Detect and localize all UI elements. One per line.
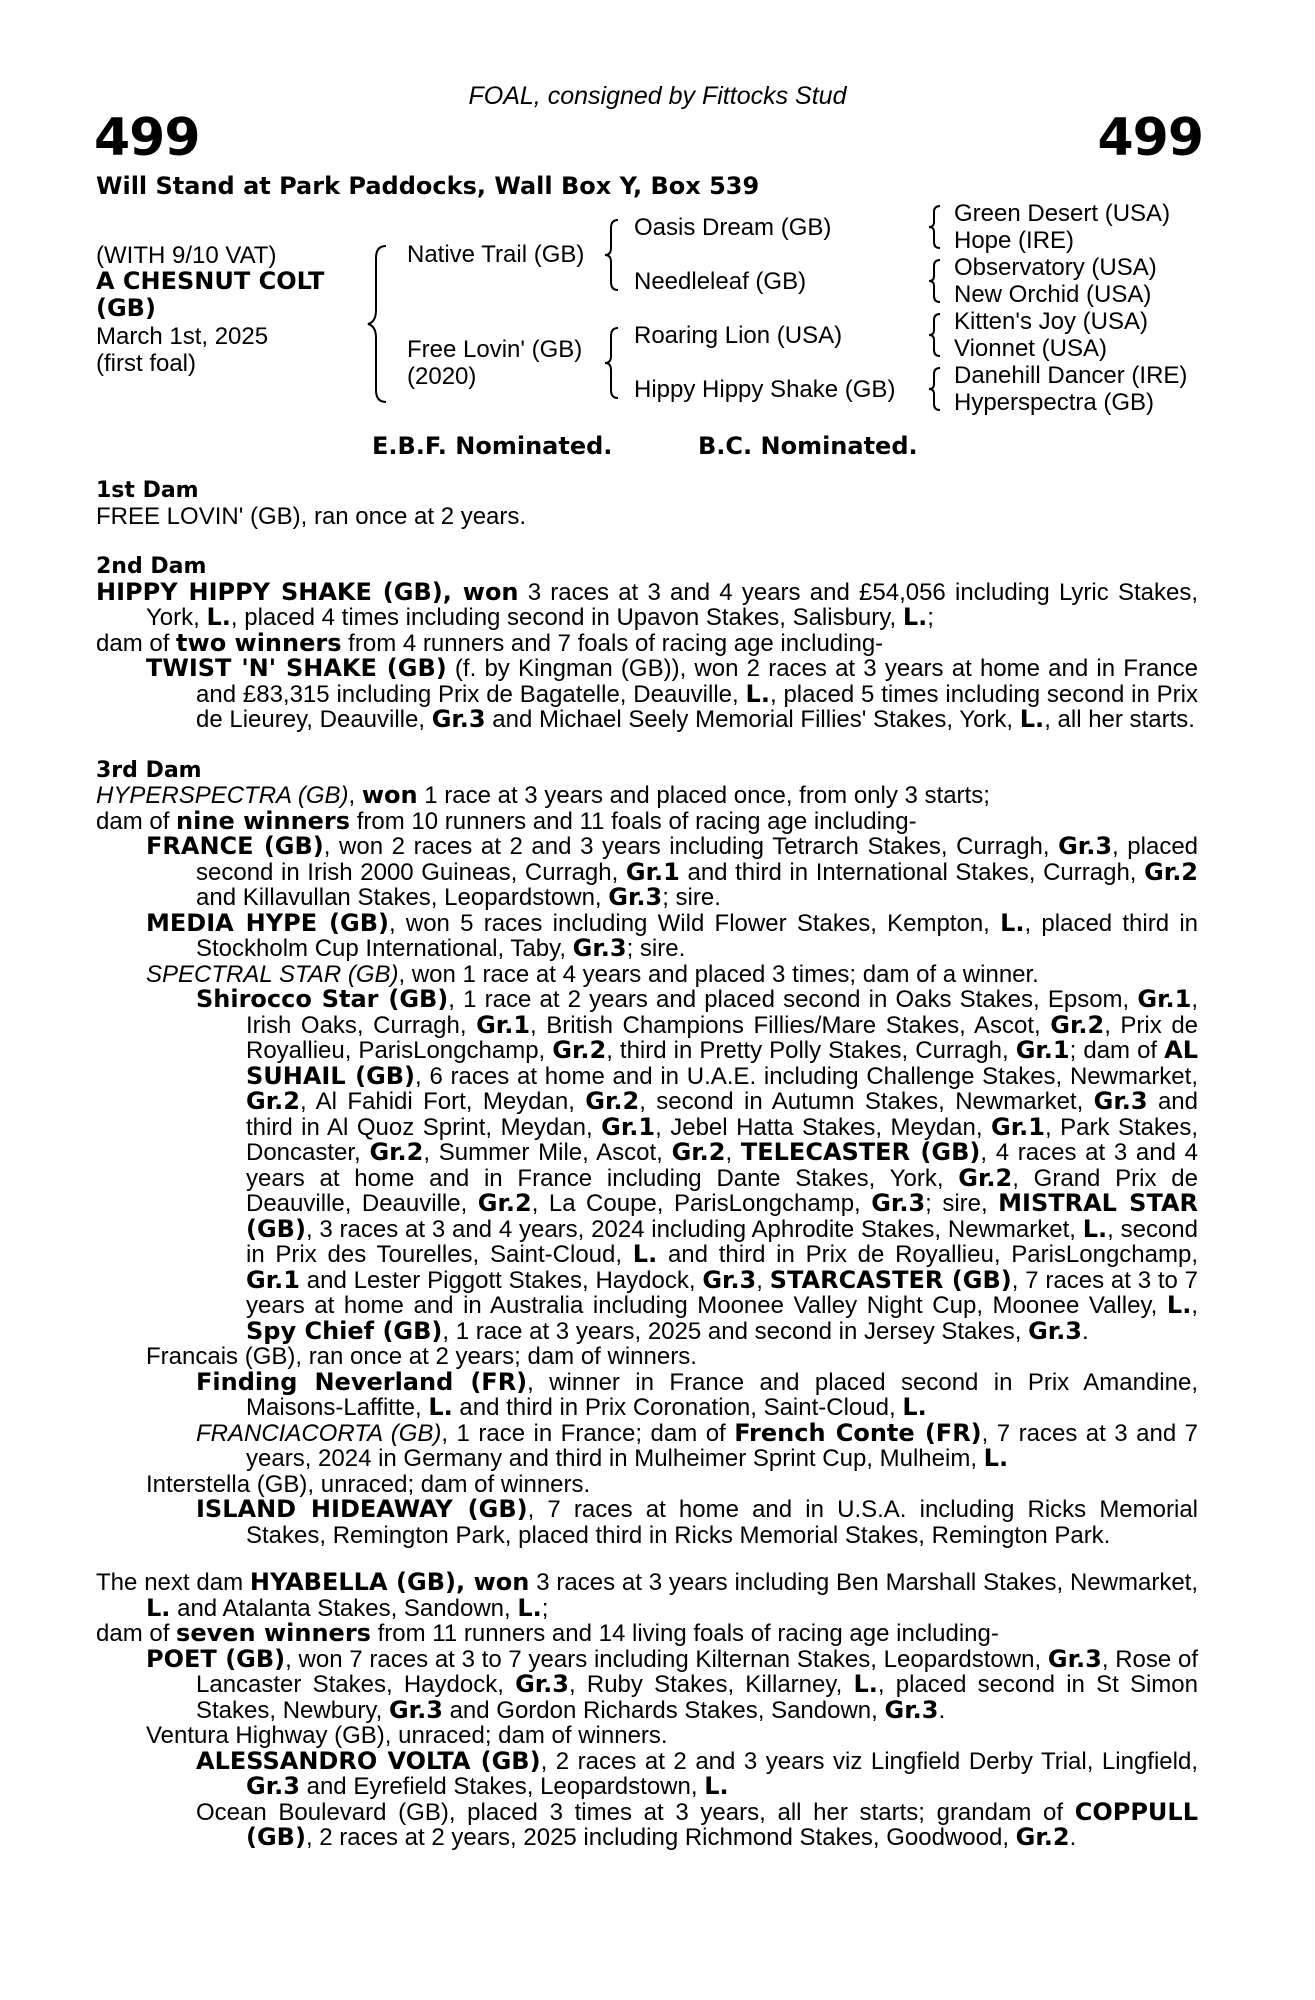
stand-info: Will Stand at Park Paddocks, Wall Box Y, Box 539 (96, 172, 760, 200)
finding-neverland-entry: Finding Neverland (FR), winner in France and placed second in Prix Amandine, Maisons-Laffitte, L. and third in Prix Coronation, Saint-Cloud, L. (196, 1367, 1198, 1421)
france-name: FRANCE (GB) (146, 832, 324, 860)
dam-year: (2020) (407, 363, 477, 390)
pedigree-body (96, 478, 1198, 1851)
consignment-line: FOAL, consigned by Fittocks Stud (468, 82, 847, 110)
dam-dam-name: Hippy Hippy Shake (GB) (634, 376, 896, 403)
pedigree-brace-g3 (926, 312, 946, 358)
grandsire-1: Green Desert (USA) (954, 200, 1171, 227)
foal-name: A CHESNUT COLT (96, 267, 325, 295)
spy-chief-name: Spy Chief (GB) (246, 1316, 443, 1345)
shirocco-star-name: Shirocco Star (GB) (196, 985, 449, 1013)
franciacorta-entry: FRANCIACORTA (GB), 1 race in France; dam of French Conte (FR), 7 races at 3 and 7 years, 2024 in Germany and third in Mulheimer Sprint Cup, Mulheim, L. (196, 1418, 1198, 1472)
granddam-1: Hope (IRE) (954, 227, 1075, 254)
ventura-highway-entry: Ventura Highway (GB), unraced; dam of winners. (146, 1722, 668, 1749)
granddam-3: Vionnet (USA) (954, 335, 1107, 362)
spectral-star-entry: SPECTRAL STAR (GB), won 1 race at 4 years and placed 3 times; dam of a winner. (146, 960, 1039, 988)
third-dam-record: HYPERSPECTRA (GB), won 1 race at 3 years and placed once, from only 3 starts; (96, 781, 990, 809)
foal-name-country: (GB) (96, 294, 156, 322)
starcaster-name: STARCASTER (GB) (769, 1265, 1012, 1294)
alessandro-volta-entry: ALESSANDRO VOLTA (GB), 2 races at 2 and 3 years viz Lingfield Derby Trial, Lingfield, Gr.3 and Eyrefield Stakes, Leopardstown, L. (196, 1746, 1198, 1800)
franciacorta-name: FRANCIACORTA (GB) (196, 1419, 442, 1447)
island-hideaway-name: ISLAND HIDEAWAY (GB) (196, 1495, 528, 1523)
media-hype-name: MEDIA HYPE (GB) (146, 908, 389, 937)
france-entry: FRANCE (GB), won 2 races at 2 and 3 years including Tetrarch Stakes, Curragh, Gr.3, placed second in Irish 2000 Guineas, Curragh, Gr.1 and third in International Stakes, Curragh, Gr.2 and Killavullan Stakes, Leopardstown, Gr.3; sire. (146, 832, 1199, 911)
foal-date: March 1st, 2025 (96, 323, 269, 350)
twist-n-shake: TWIST 'N' SHAKE (GB) (f. by Kingman (GB)), won 2 races at 3 years at home and in France and £83,315 including Prix de Bagatelle, Deauville, L., placed 5 times including second in Prix de Lieurey, Deauville, Gr.3 and Michael Seely Memorial Fillies' Stakes, York, L., all her starts. (146, 654, 1198, 733)
second-dam-record: HIPPY HIPPY SHAKE (GB), won 3 races at 3 and 4 years and £54,056 including Lyric Stakes, York, L., placed 4 times including second in Upavon Stakes, Salisbury, L.; (96, 577, 1198, 631)
francais-entry: Francais (GB), ran once at 2 years; dam of winners. (146, 1343, 697, 1370)
mistral-star-name: MISTRAL STAR (GB) (246, 1189, 1199, 1243)
lot-number-left: 499 (94, 108, 200, 168)
spectral-star-name: SPECTRAL STAR (GB) (146, 960, 399, 988)
poet-name: POET (GB) (146, 1644, 286, 1673)
finding-neverland-name: Finding Neverland (FR) (196, 1367, 528, 1396)
ocean-boulevard-entry: Ocean Boulevard (GB), placed 3 times at 3 years, all her starts; grandam of COPPULL (GB), 2 races at 2 years, 2025 including Richmond Stakes, Goodwood, Gr.2. (196, 1797, 1198, 1851)
ebf-nominated: E.B.F. Nominated. (372, 432, 613, 460)
third-dam-name: HYPERSPECTRA (GB) (96, 782, 349, 809)
pedigree-brace-main (364, 244, 394, 404)
third-dam-produce: dam of nine winners from 10 runners and 11 foals of racing age including- (96, 806, 917, 835)
third-dam-title: 3rd Dam (96, 757, 202, 783)
pedigree-brace-g2 (926, 258, 946, 304)
pedigree-brace-g4 (926, 366, 946, 412)
next-dam-record: The next dam HYABELLA (GB), won 3 races at 3 years including Ben Marshall Stakes, Newmarket, L. and Atalanta Stakes, Sandown, L.; (96, 1568, 1198, 1622)
pedigree-brace-dam (602, 326, 624, 400)
telecaster-name: TELECASTER (GB) (740, 1138, 981, 1166)
granddam-4: Hyperspectra (GB) (954, 389, 1155, 416)
next-dam-produce: dam of seven winners from 11 runners and 14 living foals of racing age including- (96, 1619, 999, 1647)
grandsire-3: Kitten's Joy (USA) (954, 308, 1148, 335)
island-hideaway-entry: ISLAND HIDEAWAY (GB), 7 races at home and in U.S.A. including Ricks Memorial Stakes, Remington Park, placed third in Ricks Memorial Stakes, Remington Park. (196, 1495, 1198, 1549)
alessandro-volta-name: ALESSANDRO VOLTA (GB) (196, 1746, 541, 1775)
interstella-entry: Interstella (GB), unraced; dam of winners. (146, 1470, 591, 1498)
grandsire-4: Danehill Dancer (IRE) (954, 362, 1188, 389)
grandsire-2: Observatory (USA) (954, 254, 1157, 281)
sire-sire-name: Oasis Dream (GB) (634, 214, 832, 241)
bc-nominated: B.C. Nominated. (698, 432, 918, 460)
sire-name: Native Trail (GB) (407, 241, 585, 268)
second-dam-produce: dam of two winners from 4 runners and 7 foals of racing age including- (96, 628, 884, 657)
dam-sire-name: Roaring Lion (USA) (634, 322, 843, 349)
shirocco-star-entry: Shirocco Star (GB), 1 race at 2 years and placed second in Oaks Stakes, Epsom, Gr.1, Irish Oaks, Curragh, Gr.1, British Champions Fillies/Mare Stakes, Ascot, Gr.2, Prix de Royallieu, ParisLongchamp, Gr.2, third in Pretty Polly Stakes, Curragh, Gr.1; dam of AL SUHAIL (GB), 6 races at home and in U.A.E. including Challenge Stakes, Newmarket, Gr.2, Al Fahidi Fort, Meydan, Gr.2, second in Autumn Stakes, Newmarket, Gr.3 and third in Al Quoz Sprint, Meydan, Gr.1, Jebel Hatta Stakes, Meydan, Gr.1, Park Stakes, Doncaster, Gr.2, Summer Mile, Ascot, Gr.2, TELECASTER (GB), 4 races at 3 and 4 years at home and in France including Dante Stakes, York, Gr.2, Grand Prix de Deauville, Deauville, Gr.2, La Coupe, ParisLongchamp, Gr.3; sire, MISTRAL STAR (GB), 3 races at 3 and 4 years, 2024 including Aphrodite Stakes, Newmarket, L., second in Prix des Tourelles, Saint-Cloud, L. and third in Prix de Royallieu, ParisLongchamp, Gr.1 and Lester Piggott Stakes, Haydock, Gr.3, STARCASTER (GB), 7 races at 3 to 7 years at home and in Australia including Moonee Valley Night Cup, Moonee Valley, L., Spy Chief (GB), 1 race at 3 years, 2025 and second in Jersey Stakes, Gr.3. (196, 985, 1199, 1345)
first-dam-title: 1st Dam (96, 478, 199, 503)
dam-name: Free Lovin' (GB) (407, 336, 583, 363)
foal-note: (first foal) (96, 350, 197, 377)
al-suhail-name: AL SUHAIL (GB) (246, 1036, 1199, 1090)
lot-number-right: 499 (1097, 108, 1203, 168)
second-dam-name: HIPPY HIPPY SHAKE (GB), won (96, 577, 519, 606)
next-dam-name: HYABELLA (GB), won (249, 1568, 530, 1596)
twist-n-shake-name: TWIST 'N' SHAKE (GB) (146, 654, 447, 682)
coppull-name: COPPULL (GB) (246, 1797, 1198, 1851)
pedigree-brace-g1 (926, 204, 946, 250)
french-conte-name: French Conte (FR) (734, 1418, 982, 1447)
first-dam-text: FREE LOVIN' (GB), ran once at 2 years. (96, 502, 527, 530)
granddam-2: New Orchid (USA) (954, 281, 1152, 308)
pedigree-brace-sire (602, 218, 624, 292)
second-dam-title: 2nd Dam (96, 554, 207, 579)
vat-note: (WITH 9/10 VAT) (96, 242, 277, 269)
poet-entry: POET (GB), won 7 races at 3 to 7 years including Kilternan Stakes, Leopardstown, Gr.3, Rose of Lancaster Stakes, Haydock, Gr.3, Ruby Stakes, Killarney, L., placed second in St Simon Stakes, Newbury, Gr.3 and Gordon Richards Stakes, Sandown, Gr.3. (146, 1644, 1199, 1724)
media-hype-entry: MEDIA HYPE (GB), won 5 races including Wild Flower Stakes, Kempton, L., placed third in Stockholm Cup International, Taby, Gr.3; sire. (146, 908, 1198, 962)
sire-dam-name: Needleleaf (GB) (634, 268, 807, 295)
